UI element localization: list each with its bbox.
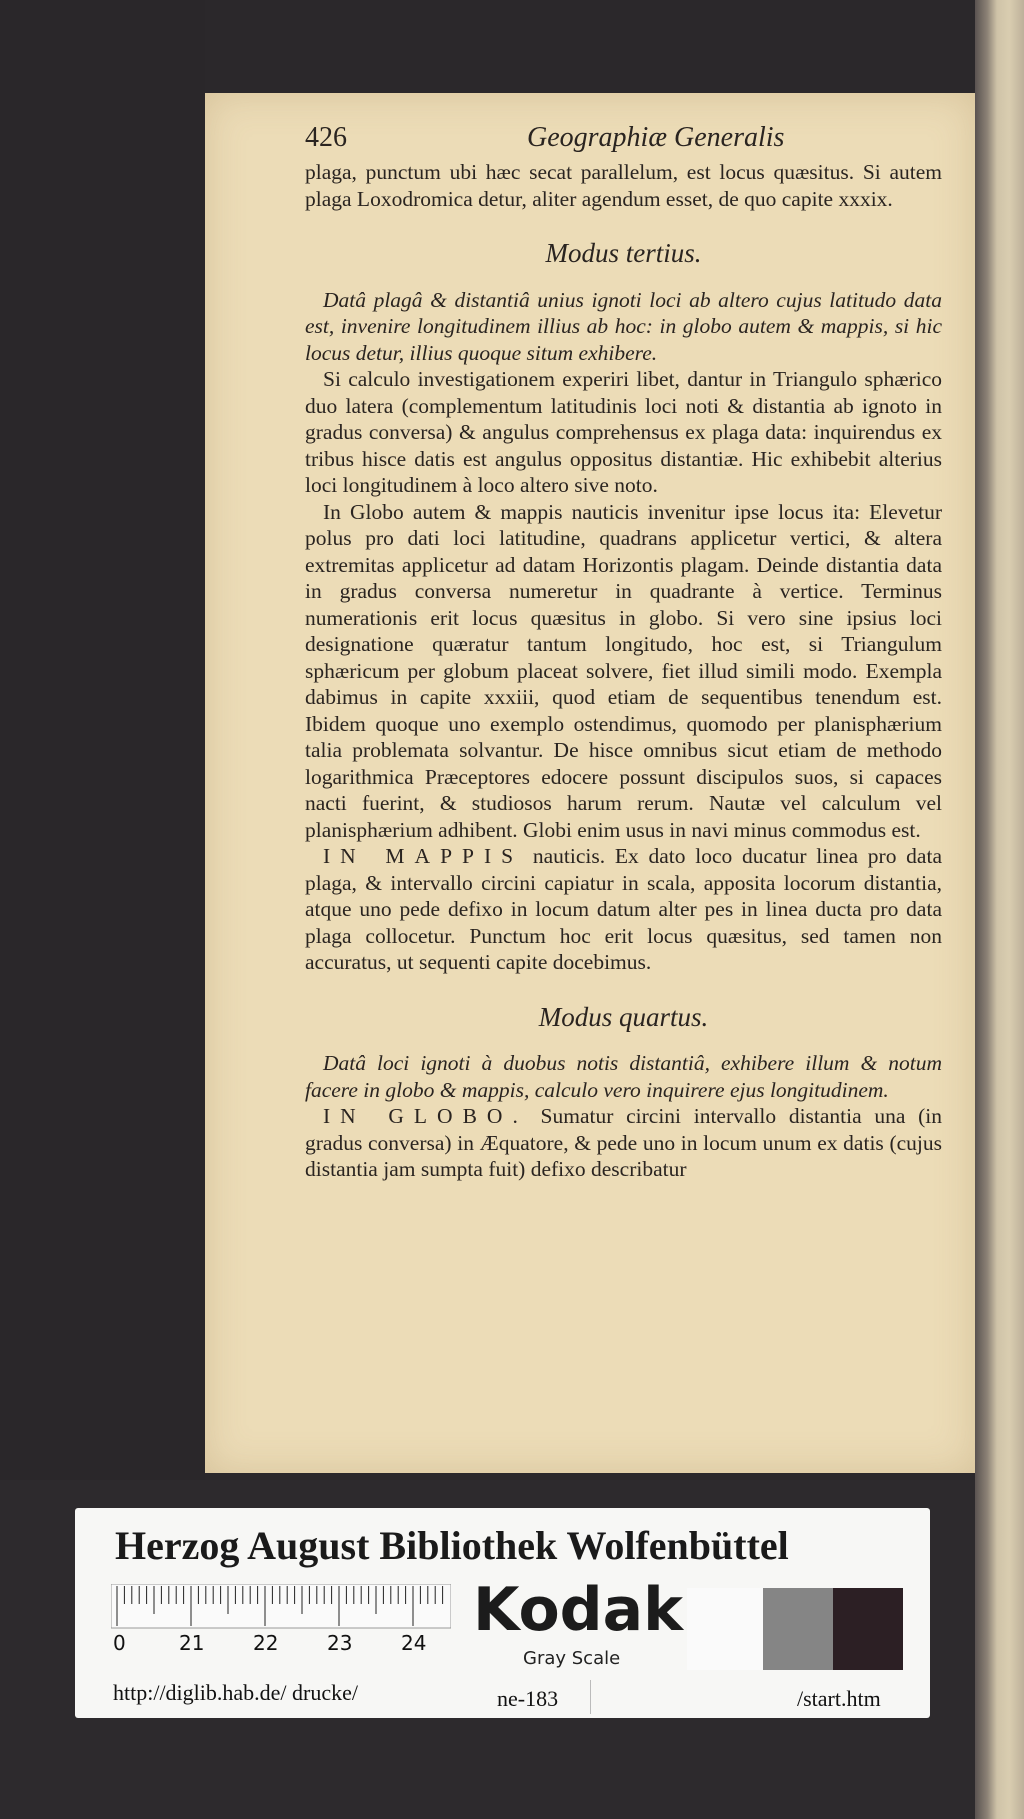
- text-in-globo: Sumatur circini intervallo distantia una (in gradus conversa) in Æquatore, & pede uno in locum unum ex datis (cujus distantia jam sumpta fuit) defixo describatur: [305, 1104, 943, 1181]
- running-title: Geographiæ Generalis: [527, 122, 785, 153]
- ruler-label-0: 0: [113, 1631, 126, 1654]
- card-divider: [590, 1680, 591, 1714]
- page-number: 426: [305, 122, 347, 153]
- lead-in-globo: IN GLOBO.: [323, 1104, 528, 1128]
- page-text-block: [305, 122, 943, 1183]
- kodak-logo: Kodak: [473, 1575, 683, 1645]
- text-in-mappis: nauticis. Ex dato loco ducatur linea pro data plaga, & intervallo circini capiatur in scala, apposita locorum distantia, atque uno pede defixo in locum datum alter pes in linea ducta pro data plaga collocetur. Punctum hoc erit locus quæsitus, sed tamen non accuratus, ut sequenti capite docebimus.: [305, 844, 942, 974]
- paragraph-in-mappis: [305, 843, 942, 976]
- paragraph-in-globo: [305, 1103, 942, 1183]
- adjacent-page-edge: [975, 0, 1024, 1819]
- signature-code: ne-183: [497, 1686, 559, 1711]
- theorem-modus-quartus: Datâ loci ignoti à duobus notis distantiâ, exhibere illum & notum facere in globo & mappis, calculo vero inquirere ejus longitudinem.: [305, 1051, 942, 1102]
- theorem-modus-tertius: Datâ plagâ & distantiâ unius ignoti loci ab altero cujus latitudo data est, invenire longitudinem illius ab hoc: in globo autem & mappis, si hic locus detur, illius quoque situm exhibere.: [305, 287, 942, 365]
- gray-scale-label: Gray Scale: [523, 1648, 621, 1669]
- paragraph-calculo: Si calculo investigationem experiri libet, dantur in Triangulo sphærico duo latera (complementum latitudinis loci noti & distantia ab ignoto in gradus conversa) & angulus comprehensus ex plaga data: inquirendus ex tribus hisce datis est angulus oppositus distantiæ. Hic exhibebit alterius loci longitudinem à loco altero sive noto.: [305, 367, 942, 497]
- scale-ruler: [111, 1584, 451, 1654]
- ruler-label-22: 22: [253, 1631, 279, 1654]
- paragraph-globo-mappis: In Globo autem & mappis nauticis invenitur ipse locus ita: Elevetur polus pro dati loci latitudine, quadrans applicetur vertici, & altera extremitas applicetur ad datam Horizontis plagam. Deinde distantia data in gradus conversa numeretur in quadrante à vertice. Terminus numerationis erit locus quæsitus in globo. Si vero sine ipsius loci designatione quæratur tantum longitudo, hoc est, si Triangulum sphæricum per globum placeat solvere, fiet illud simili modo. Exempla dabimus in capite xxxiii, quod etiam de sequentibus tenendum est. Ibidem quoque uno exemplo ostendimus, quomodo per planisphærium talia problemata solvantur. De hisce omnibus sicut etiam de methodo logarithmica Præceptores edocere possunt discipulos suos, si capaces nacti fuerint, & studiosos harum rerum. Nautæ vel calculum vel planisphærium adhibent. Globi enim usus in navi minus commodus est.: [305, 499, 942, 842]
- library-color-card: [75, 1508, 930, 1718]
- ruler-label-23: 23: [327, 1631, 353, 1654]
- start-link-text: /start.htm: [797, 1686, 881, 1711]
- book-page: [205, 93, 975, 1473]
- section-title-modus-tertius: Modus tertius.: [545, 238, 702, 268]
- lead-in-mappis: IN MAPPIS: [323, 844, 524, 868]
- source-url: http://diglib.hab.de/ drucke/: [113, 1680, 359, 1705]
- ruler-label-21: 21: [179, 1631, 205, 1654]
- running-head: [305, 122, 942, 159]
- gray-swatch-dark: [833, 1588, 903, 1670]
- paragraph-continuation: plaga, punctum ubi hæc secat parallelum, est locus quæsitus. Si autem plaga Loxodromica detur, aliter agendum esset, de quo capite xxxix.: [305, 160, 942, 211]
- ruler-label-24: 24: [401, 1631, 427, 1654]
- library-name: Herzog August Bibliothek Wolfenbüttel: [115, 1523, 789, 1568]
- gray-swatch-mid: [763, 1588, 833, 1670]
- section-title-modus-quartus: Modus quartus.: [538, 1001, 709, 1032]
- gray-swatch-white: [687, 1588, 763, 1670]
